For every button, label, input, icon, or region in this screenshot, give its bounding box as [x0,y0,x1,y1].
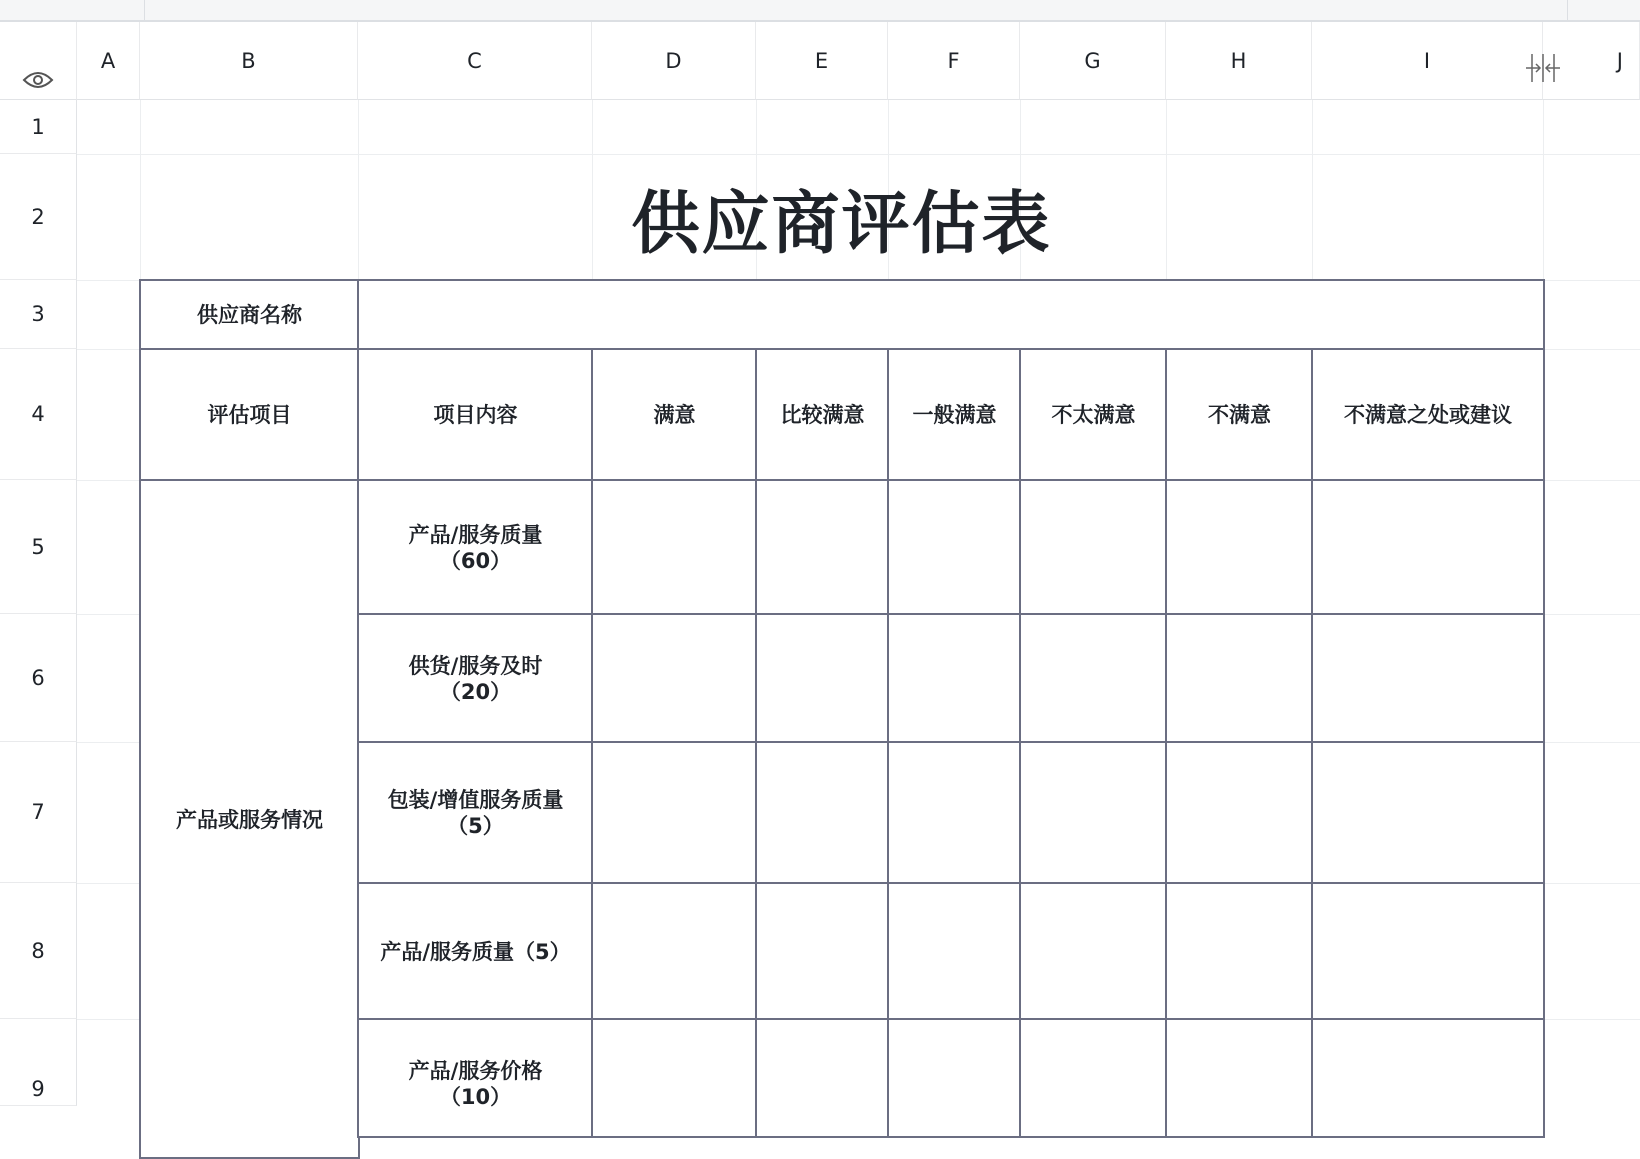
rating-cell[interactable] [591,479,758,616]
row-header-1[interactable]: 1 [0,100,77,154]
column-header-j[interactable]: J [1543,22,1640,100]
gridline [77,154,1640,155]
rating-cell[interactable] [887,613,1022,744]
column-header-i[interactable]: I [1312,22,1543,100]
header-eval-item[interactable]: 评估项目 [139,348,360,482]
category-cell[interactable]: 产品或服务情况 [139,479,360,1159]
row-header-9[interactable]: 9 [0,1019,77,1106]
rating-cell[interactable] [1311,613,1545,744]
rating-cell[interactable] [1311,1018,1545,1138]
header-not-very-satisfied[interactable]: 不太满意 [1019,348,1168,482]
rating-cell[interactable] [591,613,758,744]
rating-cell[interactable] [1019,613,1168,744]
formula-input[interactable] [145,0,1568,20]
select-all-corner[interactable] [0,22,77,100]
rating-cell[interactable] [1019,479,1168,616]
row-header-4[interactable]: 4 [0,349,77,480]
item-content-cell[interactable]: 产品/服务价格 （10） [357,1018,594,1138]
rating-cell[interactable] [887,882,1022,1021]
item-content-cell[interactable]: 产品/服务质量（5） [357,882,594,1021]
rating-cell[interactable] [1165,613,1314,744]
header-item-content[interactable]: 项目内容 [357,348,594,482]
row-header-7[interactable]: 7 [0,742,77,883]
rating-cell[interactable] [1311,741,1545,885]
rating-cell[interactable] [1165,882,1314,1021]
rating-cell[interactable] [591,1018,758,1138]
eye-icon[interactable] [22,70,54,90]
name-box[interactable] [0,0,145,20]
header-neutral[interactable]: 一般满意 [887,348,1022,482]
supplier-name-value[interactable] [357,279,1545,351]
column-header-a[interactable]: A [77,22,140,100]
rating-cell[interactable] [1165,479,1314,616]
rating-cell[interactable] [887,741,1022,885]
rating-cell[interactable] [1311,882,1545,1021]
rating-cell[interactable] [1019,741,1168,885]
item-content-cell[interactable]: 供货/服务及时 （20） [357,613,594,744]
row-header-6[interactable]: 6 [0,614,77,742]
rating-cell[interactable] [755,882,890,1021]
header-fairly-satisfied[interactable]: 比较满意 [755,348,890,482]
rating-cell[interactable] [1165,1018,1314,1138]
column-header-h[interactable]: H [1166,22,1312,100]
header-satisfied[interactable]: 满意 [591,348,758,482]
rating-cell[interactable] [591,882,758,1021]
row-header-2[interactable]: 2 [0,154,77,280]
supplier-name-label[interactable]: 供应商名称 [139,279,360,351]
rating-cell[interactable] [591,741,758,885]
rating-cell[interactable] [887,1018,1022,1138]
rating-cell[interactable] [755,479,890,616]
column-header-d[interactable]: D [592,22,756,100]
sheet-title[interactable]: 供应商评估表 [631,184,1052,264]
item-content-cell[interactable]: 包装/增值服务质量 （5） [357,741,594,885]
rating-cell[interactable] [1165,741,1314,885]
rating-cell[interactable] [1019,882,1168,1021]
item-content-cell[interactable]: 产品/服务质量 （60） [357,479,594,616]
column-header-g[interactable]: G [1020,22,1166,100]
column-header-e[interactable]: E [756,22,888,100]
rating-cell[interactable] [755,613,890,744]
formula-bar-strip [0,0,1640,22]
column-header-f[interactable]: F [888,22,1020,100]
row-header-8[interactable]: 8 [0,883,77,1019]
column-header-c[interactable]: C [358,22,592,100]
row-header-3[interactable]: 3 [0,280,77,349]
row-header-5[interactable]: 5 [0,480,77,614]
collapse-columns-icon[interactable] [1526,52,1560,84]
header-suggestions[interactable]: 不满意之处或建议 [1311,348,1545,482]
rating-cell[interactable] [755,1018,890,1138]
column-header-b[interactable]: B [140,22,358,100]
rating-cell[interactable] [1019,1018,1168,1138]
rating-cell[interactable] [1311,479,1545,616]
rating-cell[interactable] [887,479,1022,616]
header-dissatisfied[interactable]: 不满意 [1165,348,1314,482]
rating-cell[interactable] [755,741,890,885]
